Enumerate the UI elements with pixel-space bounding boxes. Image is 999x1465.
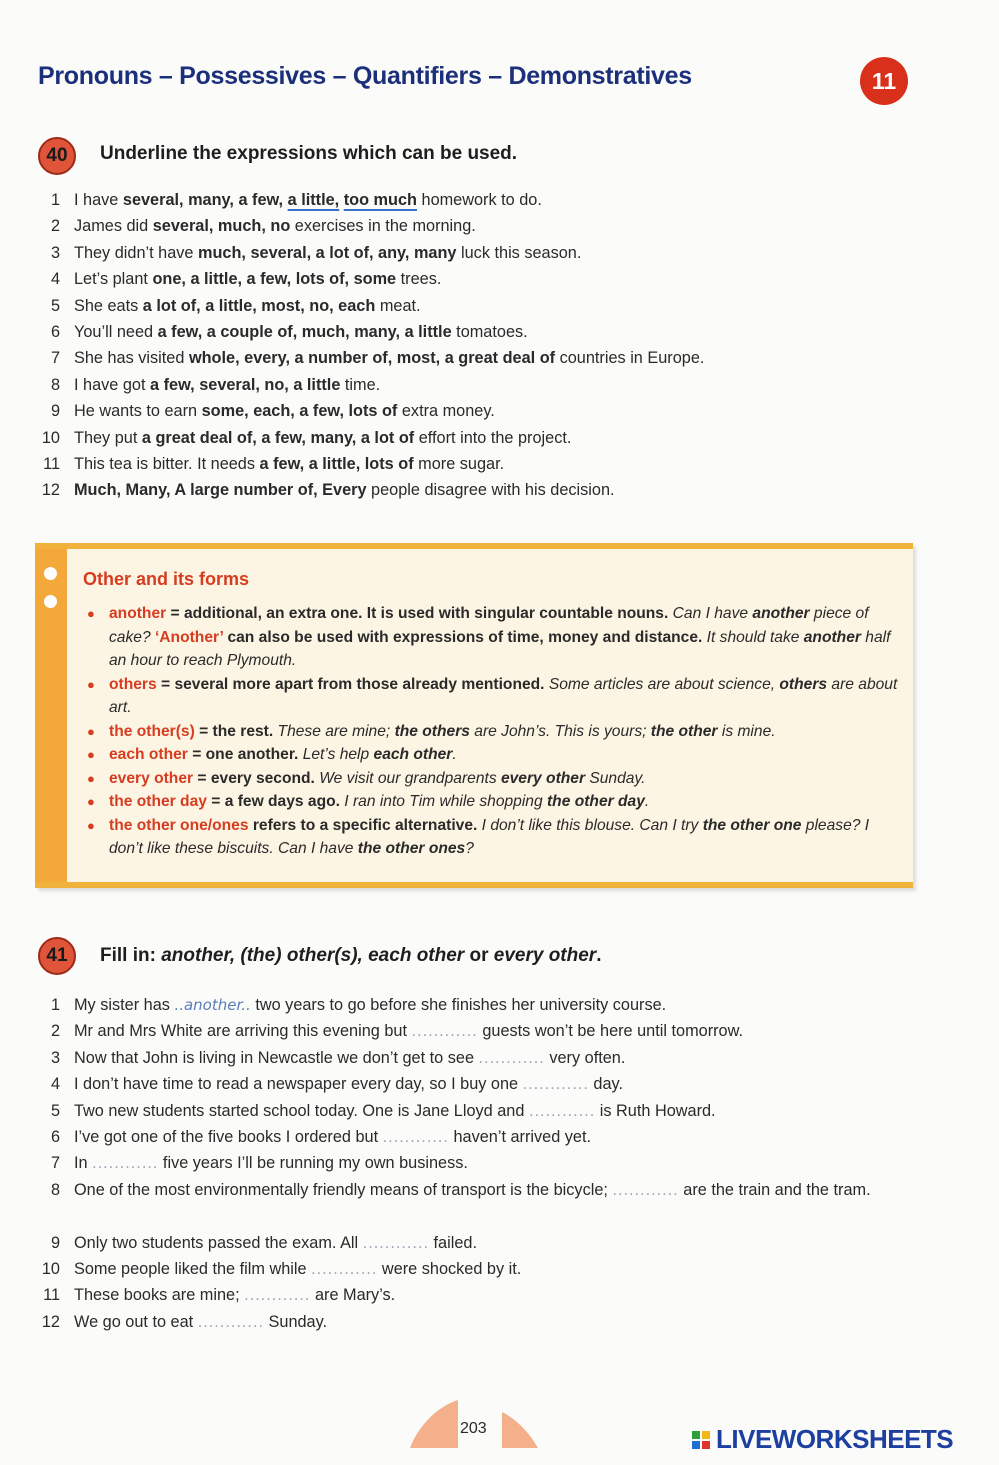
item-number: 7	[50, 349, 60, 368]
answer-blank[interactable]: ............	[244, 1286, 311, 1305]
note-item-the-others: ● the other(s) = the rest. These are mine; the others are John’s. This is yours; the other is mine.	[87, 720, 907, 744]
item-number: 8	[50, 375, 60, 394]
unit-badge: 11	[860, 57, 908, 105]
item-number: 12	[41, 481, 60, 500]
note-item-the-other-one: ● the other one/ones refers to a specific alternative. I don’t like this blouse. Can I try the other one please? I don’t like these biscuits. Can I have the other ones?	[87, 814, 907, 861]
item-number: 9	[50, 402, 60, 421]
choice-options[interactable]: whole, every, a number of, most, a great deal of	[188, 349, 556, 368]
item-number: 4	[50, 270, 60, 289]
answer-blank[interactable]: ............	[478, 1048, 545, 1067]
note-title: Other and its forms	[83, 569, 250, 589]
list-item: 10 Some people liked the film while ............ were shocked by it.	[38, 1256, 918, 1282]
list-item: 3 Now that John is living in Newcastle we don’t get to see ............ very often.	[38, 1045, 918, 1071]
item-number: 1	[50, 996, 60, 1014]
list-item: 12 Much, Many, A large number of, Every people disagree with his decision.	[38, 477, 918, 503]
choice-options[interactable]: Much, Many, A large number of, Every	[74, 481, 367, 500]
list-item: 10 They put a great deal of, a few, many, a lot of effort into the project.	[38, 425, 918, 451]
answer-blank[interactable]: ............	[528, 1101, 596, 1120]
choice-options[interactable]: several, many, a few,	[122, 191, 288, 209]
underlined-choice[interactable]: too much	[343, 191, 417, 209]
page-title: Pronouns – Possessives – Quantifiers – Demonstratives	[38, 62, 692, 90]
answer-blank[interactable]: ............	[382, 1127, 449, 1146]
item-number: 8	[50, 1180, 60, 1199]
item-number: 2	[50, 1022, 60, 1041]
note-item-every-other: ● every other = every second. We visit our grandparents every other Sunday.	[87, 767, 907, 791]
choice-options[interactable]: some, each, a few, lots of	[201, 402, 398, 421]
item-number: 5	[50, 1101, 60, 1120]
exercise-41-heading: Fill in: another, (the) other(s), each other or every other.	[100, 945, 602, 966]
choice-options[interactable]: a great deal of, a few, many, a lot of	[141, 428, 415, 447]
choice-options[interactable]: a few, several, no, a little	[150, 375, 341, 394]
list-item: 3 They didn’t have much, several, a lot of, any, many luck this season.	[38, 240, 918, 266]
list-item: 11 These books are mine; ............ are Mary’s.	[38, 1282, 918, 1308]
answer-blank[interactable]: ..another..	[174, 996, 251, 1014]
list-item: 5 She eats a lot of, a little, most, no, each meat.	[38, 293, 918, 319]
item-number: 1	[50, 191, 60, 209]
item-number: 5	[50, 296, 60, 315]
list-item: 7 In ............ five years I’ll be running my own business.	[38, 1150, 918, 1176]
answer-blank[interactable]: ............	[411, 1022, 478, 1041]
note-item-the-other-day: ● the other day = a few days ago. I ran into Tim while shopping the other day.	[87, 790, 907, 814]
liveworksheets-logo	[692, 1424, 953, 1455]
item-number: 4	[50, 1075, 60, 1094]
list-item: 2 Mr and Mrs White are arriving this evening but ............ guests won’t be here until tomorrow.	[38, 1018, 918, 1044]
page-corner-decoration	[500, 1410, 540, 1450]
choice-options[interactable]: a few, a couple of, much, many, a little	[157, 322, 452, 341]
exercise-40-list	[38, 187, 918, 504]
exercise-41-badge: 41	[38, 937, 76, 975]
grammar-note-box	[35, 543, 913, 888]
item-number: 3	[50, 243, 60, 262]
binder-hole-icon	[44, 595, 57, 608]
answer-blank[interactable]: ............	[612, 1180, 679, 1199]
answer-blank[interactable]: ............	[197, 1312, 264, 1331]
list-item: 6 You’ll need a few, a couple of, much, many, a little tomatoes.	[38, 319, 918, 345]
logo-grid-icon	[692, 1431, 710, 1449]
choice-options[interactable]: a lot of, a little, most, no, each	[142, 296, 376, 315]
list-item: 1 I have several, many, a few, a little, too much homework to do.	[38, 187, 918, 213]
note-item-another: ● another = additional, an extra one. It is used with singular countable nouns. Can I have another piece of cake? ‘Another’ can also be used with expressions of time, money and distance. It should take another half an hour to reach Plymouth.	[87, 602, 907, 673]
list-item: 12 We go out to eat ............ Sunday.	[38, 1309, 918, 1335]
list-item: 2 James did several, much, no exercises in the morning.	[38, 213, 918, 239]
list-item: 9 He wants to earn some, each, a few, lots of extra money.	[38, 398, 918, 424]
item-number: 9	[50, 1233, 60, 1252]
note-item-each-other: ● each other = one another. Let’s help each other.	[87, 743, 907, 767]
list-item: 5 Two new students started school today. One is Jane Lloyd and ............ is Ruth Howard.	[38, 1098, 918, 1124]
answer-blank[interactable]: ............	[362, 1233, 429, 1252]
item-number: 6	[50, 1127, 60, 1146]
item-number: 11	[43, 1286, 60, 1305]
choice-options[interactable]: one, a little, a few, lots of, some	[152, 270, 397, 289]
list-item: 1 My sister has ..another.. two years to go before she finishes her university course.	[38, 992, 918, 1018]
logo-text: LIVEWORKSHEETS	[716, 1424, 954, 1454]
list-item: 11 This tea is bitter. It needs a few, a little, lots of more sugar.	[38, 451, 918, 477]
choice-options[interactable]: a few, a little, lots of	[259, 454, 414, 473]
list-item: 7 She has visited whole, every, a number of, most, a great deal of countries in Europe.	[38, 345, 918, 371]
item-number: 12	[41, 1312, 60, 1331]
item-number: 6	[50, 322, 60, 341]
item-number: 7	[50, 1154, 60, 1173]
answer-blank[interactable]: ............	[311, 1259, 378, 1278]
list-item: 8 One of the most environmentally friendly means of transport is the bicycle; ............ are the train and the tram.	[38, 1177, 918, 1230]
exercise-40-badge: 40	[38, 137, 76, 175]
choice-options[interactable]: much, several, a lot of, any, many	[198, 243, 457, 262]
item-number: 11	[43, 454, 60, 473]
item-number: 2	[50, 217, 60, 236]
note-item-others: ● others = several more apart from those already mentioned. Some articles are about science, others are about art.	[87, 673, 907, 720]
exercise-40-heading: Underline the expressions which can be used.	[100, 143, 518, 164]
item-number: 10	[41, 1259, 60, 1278]
list-item: 8 I have got a few, several, no, a little time.	[38, 372, 918, 398]
list-item: 6 I’ve got one of the five books I ordered but ............ haven’t arrived yet.	[38, 1124, 918, 1150]
item-number: 10	[41, 428, 60, 447]
exercise-41-list	[38, 992, 918, 1335]
page-corner-decoration	[408, 1398, 460, 1450]
binder-hole-icon	[44, 567, 57, 580]
list-item: 4 I don’t have time to read a newspaper every day, so I buy one ............ day.	[38, 1071, 918, 1097]
list-item: 4 Let’s plant one, a little, a few, lots of, some trees.	[38, 266, 918, 292]
underlined-choice[interactable]: a little,	[287, 191, 340, 209]
answer-blank[interactable]: ............	[92, 1154, 159, 1173]
answer-blank[interactable]: ............	[522, 1075, 589, 1094]
note-side-strip	[35, 549, 67, 882]
choice-options[interactable]: several, much, no	[152, 217, 291, 236]
item-number: 3	[50, 1048, 60, 1067]
list-item: 9 Only two students passed the exam. All ............ failed.	[38, 1230, 918, 1256]
note-list	[87, 602, 907, 861]
page-number: 203	[460, 1420, 487, 1437]
